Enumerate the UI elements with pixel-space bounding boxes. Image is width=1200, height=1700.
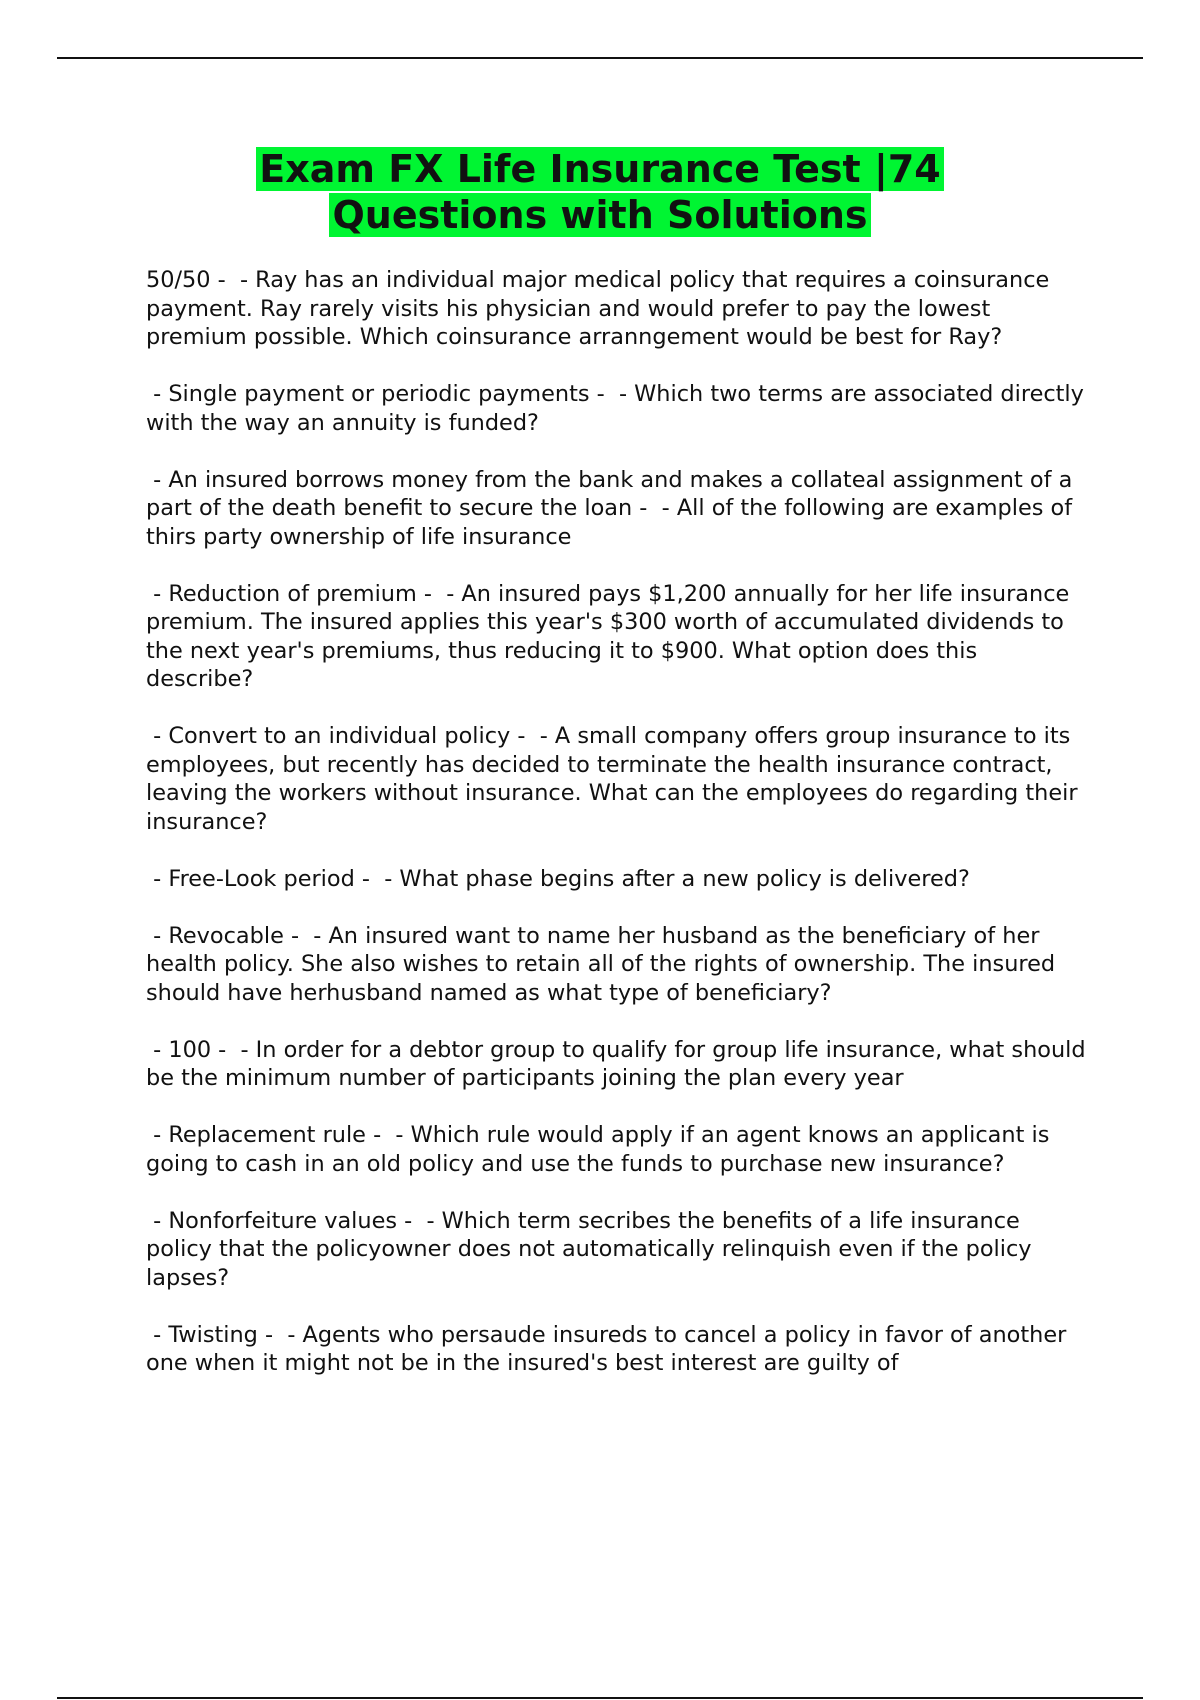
- title-line-2: Questions with Solutions: [329, 193, 870, 237]
- title-block: [0, 146, 1200, 238]
- question-item: - Twisting - - Agents who persaude insureds to cancel a policy in favor of another one when it might not be in the insured's best interest are guilty of: [146, 1321, 1074, 1376]
- question-item: - Revocable - - An insured want to name her husband as the beneficiary of her health policy. She also wishes to retain all of the rights of ownership. The insured should have herhusband named as what type of beneficiary?: [146, 922, 1063, 1006]
- question-item: - 100 - - In order for a debtor group to qualify for group life insurance, what should be the minimum number of participants joining the plan every year: [146, 1036, 1093, 1091]
- title-line-1: Exam FX Life Insurance Test |74: [256, 147, 943, 191]
- question-item: - Convert to an individual policy - - A small company offers group insurance to its employees, but recently has decided to terminate the health insurance contract, leaving the workers without insurance. What can the employees do regarding their insurance?: [146, 723, 1085, 835]
- question-item: 50/50 - - Ray has an individual major medical policy that requires a coinsurance payment. Ray rarely visits his physician and would prefer to pay the lowest premium possible. Which coinsurance arranngement would be best for Ray?: [146, 267, 1057, 350]
- question-item: - Free-Look period - - What phase begins after a new policy is delivered?: [146, 865, 970, 892]
- footer-rule: [57, 1697, 1143, 1699]
- question-item: - Reduction of premium - - An insured pays $1,200 annually for her life insurance premium. The insured applies this year's $300 worth of accumulated dividends to the next year's premiums, thus reducing it to $900. What option does this describe?: [146, 580, 1077, 692]
- header-rule: [57, 57, 1143, 59]
- question-item: - Single payment or periodic payments - - Which two terms are associated directly with the way an annuity is funded?: [146, 381, 1092, 436]
- document-title: [0, 146, 1200, 238]
- question-item: - Nonforfeiture values - - Which term secribes the benefits of a life insurance policy that the policyowner does not automatically relinquish even if the policy lapses?: [146, 1207, 1039, 1291]
- question-item: - Replacement rule - - Which rule would apply if an agent knows an applicant is going to cash in an old policy and use the funds to purchase new insurance?: [146, 1122, 1057, 1177]
- question-list: [146, 266, 1091, 1406]
- question-item: - An insured borrows money from the bank and makes a collateal assignment of a part of the death benefit to secure the loan - - All of the following are examples of thirs party ownership of life insurance: [146, 466, 1080, 550]
